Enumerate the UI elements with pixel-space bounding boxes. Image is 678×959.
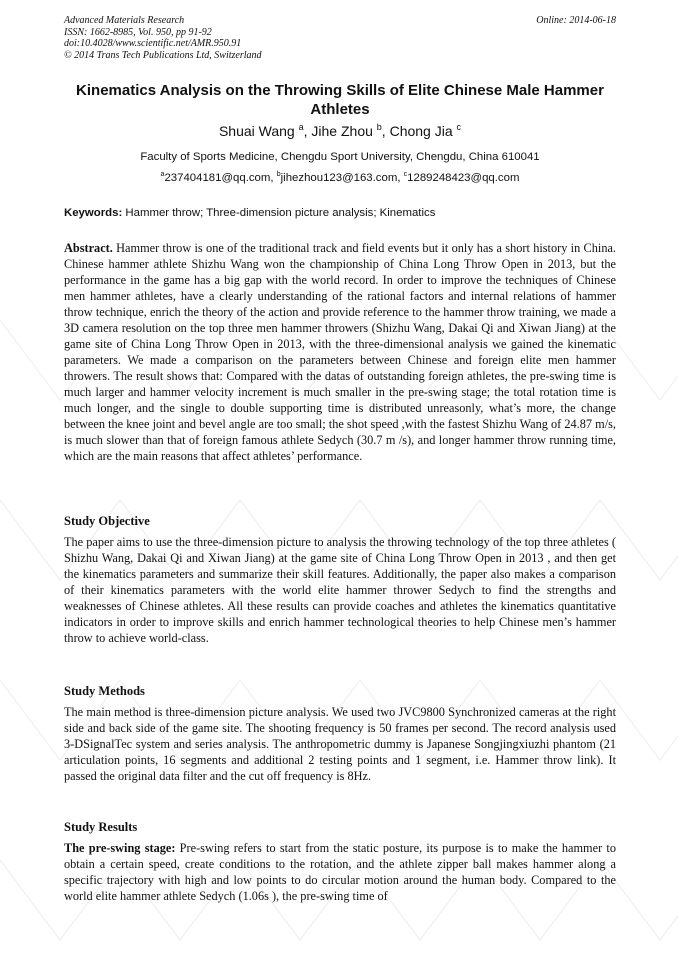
author-name: Chong Jia — [389, 123, 453, 139]
keywords-label: Keywords: — [64, 207, 123, 219]
email-address[interactable]: jihezhou123@163.com — [280, 172, 398, 184]
email-address[interactable]: 237404181@qq.com — [164, 172, 271, 184]
methods-heading: Study Methods — [64, 684, 145, 698]
abstract-paragraph — [64, 240, 616, 464]
objective-paragraph: The paper aims to use the three-dimension picture to analysis the throwing technology of the top three athletes ( Shizhu Wang, Dakai Qi and Xiwan Jiang) at the game site of China Long Throw Open in 2013 , and then get the kinematics parameters and summarize their skill features. Additionally, the paper also makes a comparison of their kinematics parameters with the world elite hammer thrower Sedych to find the strengths and weaknesses of Chinese athletes. All these results can provide coaches and athletes the kinematics quantitative indicators in order to improve skills and enrich hammer technological theories to help Chinese men’s hammer throw to achieve world-class. — [64, 535, 616, 645]
abstract-text: Hammer throw is one of the traditional track and field events but it only has a short history in China. Chinese hammer athlete Shizhu Wang won the championship of China Long Throw Open in 2013, but the performance in the game has a big gap with the world record. In order to improve the techniques of Chinese men hammer athletes, have a clearly understanding of the rational factors and internal relations of hammer throw technique, enrich the theory of the action and provide reference to the hammer throw training, we made a 3D camera resolution on the top three men hammer throwers (Shizhu Wang, Dakai Qi and Xiwan Jiang) at the game site of China Long Throw Open in 2013, with the three-dimensional analysis we gained the kinematic parameters. We made a comparison on the parameters between Chinese and foreign elite men hammer throwers. The result shows that: Compared with the datas of outstanding foreign athletes, the pre-swing time is much larger and hammer velocity increment is much smaller in the pre-swing stage; the total rotation time is much longer, and the single to double supporting time is distributed unreasonly, what’s more, the change between the knee joint and bevel angle are too small; the shot speed ,with the fastest Shizhu Wang of 24.87 m/s, is much slower than that of foreign famous athlete Sedych (30.7 m /s), and longer hammer throw running time, which are the main reasons that affect athletes’ performance. — [64, 241, 617, 463]
results-paragraph — [64, 840, 616, 904]
email-mark: b — [276, 171, 281, 178]
author-mark: c — [456, 122, 462, 132]
results-text: Pre-swing refers to start from the static posture, its purpose is to make the hammer to obtain a certain speed, create conditions to the rotation, and the athlete zipper ball makes hammer along a specific trajectory with high and low points to do circular motion around the human body. Compared to the world elite hammer athlete Sedych (1.06s ), the pre-swing time of — [64, 841, 616, 903]
journal-header — [64, 15, 616, 61]
email-mark: c — [403, 171, 408, 178]
email-address[interactable]: 1289248423@qq.com — [407, 172, 520, 184]
methods-paragraph: The main method is three-dimension picture analysis. We used two JVC9800 Synchronized cameras at the right side and back side of the game site. The shooting frequency is 50 frames per second. The record analysis used 3-DSignalTec system and series analysis. The anthropometric dummy is Japanese Songjingxiuzhi phantom (21 articulation points, 16 segments and additional 2 testing points and 1 segment, i.e. Hammer throw link). It passed the original data filter and the cut off frequency is 8Hz. — [64, 705, 616, 783]
email-mark: a — [160, 171, 165, 178]
email-list: $^a$237404181@qq.com, $^b$jihezhou123@163.com, $^c$1289248423@qq.com — [160, 171, 520, 184]
results-lead: The pre-swing stage: — [64, 841, 176, 855]
author-list: Shuai Wang $^a$, Jihe Zhou $^b$, Chong Jia $^c$ — [218, 122, 462, 139]
results-heading: Study Results — [64, 820, 138, 834]
author-mark: a — [298, 122, 304, 132]
keywords-text: Hammer throw; Three-dimension picture analysis; Kinematics — [125, 207, 436, 219]
abstract-label: Abstract. — [64, 241, 113, 255]
paper-title: Kinematics Analysis on the Throwing Skills of Elite Chinese Male Hammer Athletes — [76, 82, 604, 118]
author-mark: b — [376, 122, 382, 132]
copyright-line: © 2014 Trans Tech Publications Ltd, Switzerland — [64, 49, 262, 61]
affiliation: Faculty of Sports Medicine, Chengdu Sport University, Chengdu, China 610041 — [140, 151, 540, 163]
online-date: Online: 2014-06-18 — [536, 15, 616, 26]
author-name: Shuai Wang — [218, 123, 295, 139]
journal-name: Advanced Materials Research — [64, 15, 185, 26]
author-name: Jihe Zhou — [311, 123, 373, 139]
keywords-line — [64, 207, 616, 219]
objective-heading: Study Objective — [64, 514, 150, 528]
issn-line: ISSN: 1662-8985, Vol. 950, pp 91-92 — [64, 26, 212, 38]
doi-line[interactable]: doi:10.4028/www.scientific.net/AMR.950.91 — [64, 38, 242, 49]
